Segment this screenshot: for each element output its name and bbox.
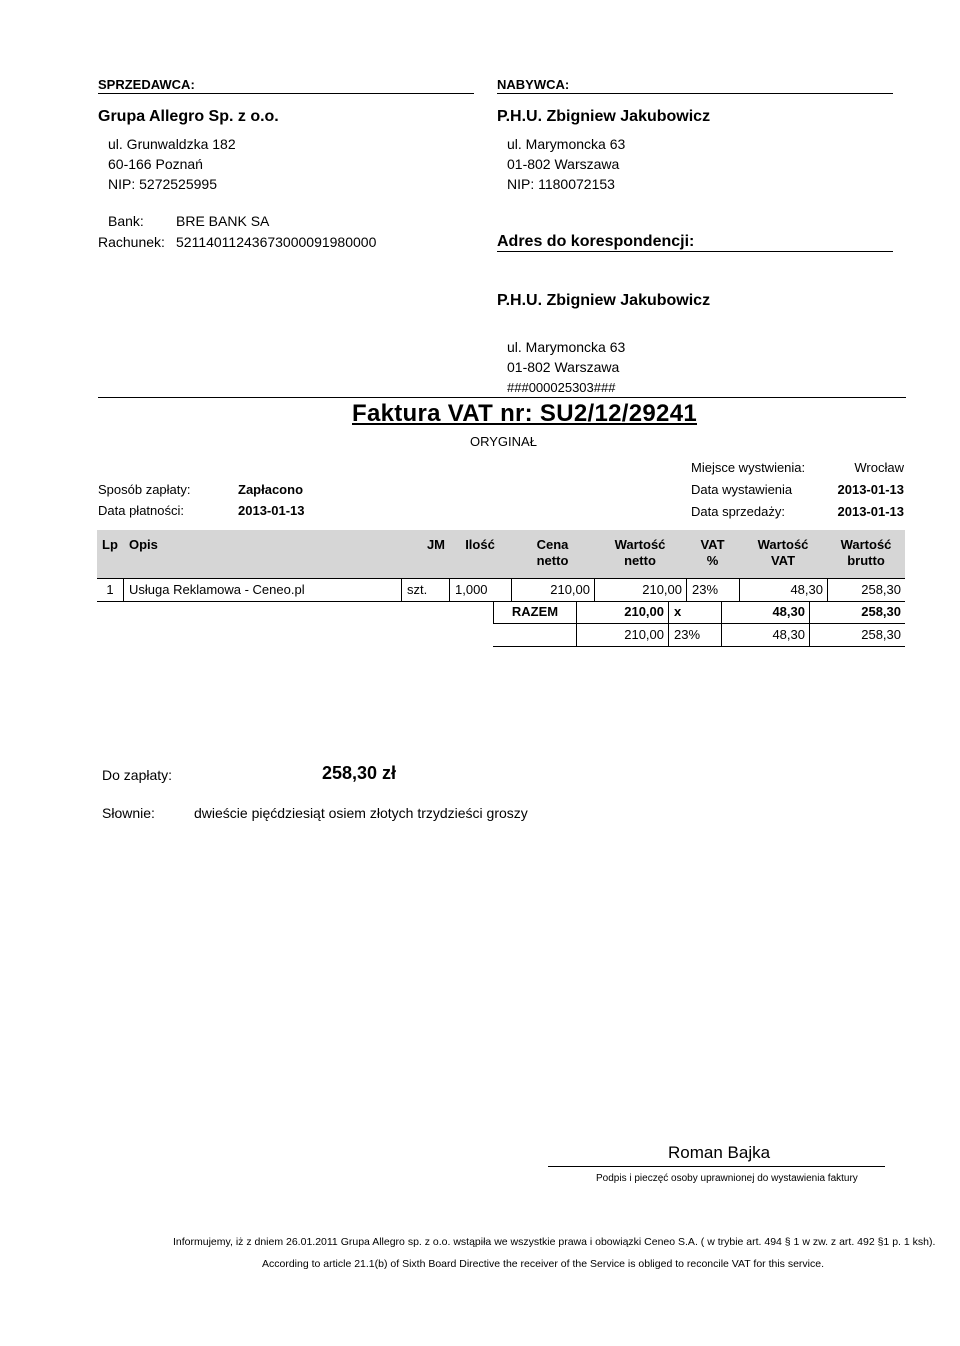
cell-jm: szt. <box>401 579 449 601</box>
signatory-name: Roman Bajka <box>668 1143 771 1162</box>
buyer-heading: NABYWCA: <box>497 77 570 92</box>
correspondence-code: ###000025303### <box>507 380 616 395</box>
total-label: RAZEM <box>493 601 576 623</box>
payment-method-label: Sposób zapłaty: <box>98 482 191 497</box>
amount-due-label: Do zapłaty: <box>102 767 173 783</box>
invoice-title: Faktura VAT nr: SU2/12/29241 <box>352 400 697 427</box>
items-table <box>97 530 905 602</box>
issue-date-label: Data wystawienia <box>691 482 793 497</box>
buyer-name: P.H.U. Zbigniew Jakubowicz <box>497 108 711 125</box>
sale-date-value: 2013-01-13 <box>837 504 904 519</box>
seller-heading: SPRZEDAWCA: <box>98 77 195 92</box>
breakdown-vat-percent: 23% <box>668 624 721 646</box>
footer-vat-note: According to article 21.1(b) of Sixth Board Directive the receiver of the Service is obliged to reconcile VAT for this service. <box>262 1258 825 1270</box>
total-vat-percent: x <box>668 601 721 623</box>
buyer-city: 01-802 Warszawa <box>507 156 620 172</box>
amount-words-label: Słownie: <box>102 805 155 821</box>
col-cena-netto-header: Cena netto <box>536 537 569 568</box>
items-table-header <box>97 530 905 579</box>
totals-table <box>493 601 905 647</box>
breakdown-brutto: 258,30 <box>809 624 905 646</box>
total-netto: 210,00 <box>576 601 668 623</box>
table-row <box>97 579 905 602</box>
signature-caption: Podpis i pieczęć osoby uprawnionej do wystawienia faktury <box>596 1173 858 1184</box>
buyer-nip: NIP: 1180072153 <box>507 176 615 192</box>
footer-legal-note: Informujemy, iż z dniem 26.01.2011 Grupa Allegro sp. z o.o. wstąpiła we wszystkie prawa i obowiązki Ceneo S.A. ( w trybie art. 494 § 1 w zw. z art. 492 §1 p. 1 ksh). <box>173 1236 936 1248</box>
payment-method-value: Zapłacono <box>238 482 304 497</box>
payment-date-label: Data płatności: <box>98 503 184 518</box>
account-value: 52114011243673000091980000 <box>176 234 377 250</box>
correspondence-underline <box>497 251 893 252</box>
account-label: Rachunek: <box>98 234 165 250</box>
seller-underline <box>98 93 474 94</box>
payment-date-value: 2013-01-13 <box>238 503 305 518</box>
seller-nip: NIP: 5272525995 <box>108 176 217 192</box>
correspondence-street: ul. Marymoncka 63 <box>507 339 626 355</box>
sale-date-label: Data sprzedaży: <box>691 504 785 519</box>
cell-opis: Usługa Reklamowa - Ceneo.pl <box>123 579 401 601</box>
cell-ilosc: 1,000 <box>449 579 511 601</box>
col-wartosc-vat-header: Wartość VAT <box>757 537 809 568</box>
seller-street: ul. Grunwaldzka 182 <box>108 136 236 152</box>
bank-value: BRE BANK SA <box>176 213 270 229</box>
cell-cena-netto: 210,00 <box>511 579 594 601</box>
title-top-rule <box>98 397 906 398</box>
place-label: Miejsce wystwienia: <box>691 460 806 475</box>
correspondence-heading: Adres do korespondencji: <box>497 233 695 250</box>
total-row <box>493 601 905 624</box>
bank-label: Bank: <box>108 213 144 229</box>
buyer-underline <box>497 93 893 94</box>
cell-lp: 1 <box>106 582 114 597</box>
place-value: Wrocław <box>854 460 904 475</box>
breakdown-vat: 48,30 <box>721 624 809 646</box>
amount-due-value: 258,30 zł <box>322 763 397 783</box>
col-wartosc-brutto-header: Wartość brutto <box>840 537 892 568</box>
col-ilosc-header: Ilość <box>465 537 495 552</box>
col-wartosc-netto-header: Wartość netto <box>614 537 666 568</box>
correspondence-city: 01-802 Warszawa <box>507 359 620 375</box>
signature-line <box>548 1166 885 1167</box>
seller-city: 60-166 Poznań <box>108 156 203 172</box>
total-brutto: 258,30 <box>809 601 905 623</box>
col-jm-header: JM <box>426 537 445 552</box>
cell-wartosc-brutto: 258,30 <box>827 579 905 601</box>
col-vat-percent-header: VAT % <box>700 537 725 568</box>
cell-wartosc-vat: 48,30 <box>739 579 827 601</box>
issue-date-value: 2013-01-13 <box>837 482 904 497</box>
breakdown-netto: 210,00 <box>576 624 668 646</box>
buyer-street: ul. Marymoncka 63 <box>507 136 626 152</box>
amount-words-value: dwieście pięćdziesiąt osiem złotych trzydzieści groszy <box>194 805 528 821</box>
col-lp-header: Lp <box>102 537 118 552</box>
vat-breakdown-row <box>493 624 905 647</box>
total-vat: 48,30 <box>721 601 809 623</box>
vat-breakdown-spacer <box>493 624 576 646</box>
cell-wartosc-netto: 210,00 <box>594 579 686 601</box>
cell-vat-percent: 23% <box>686 579 739 601</box>
invoice-status: ORYGINAŁ <box>470 434 537 449</box>
col-opis-header: Opis <box>129 537 158 552</box>
correspondence-name: P.H.U. Zbigniew Jakubowicz <box>497 292 711 309</box>
seller-name: Grupa Allegro Sp. z o.o. <box>98 108 279 125</box>
